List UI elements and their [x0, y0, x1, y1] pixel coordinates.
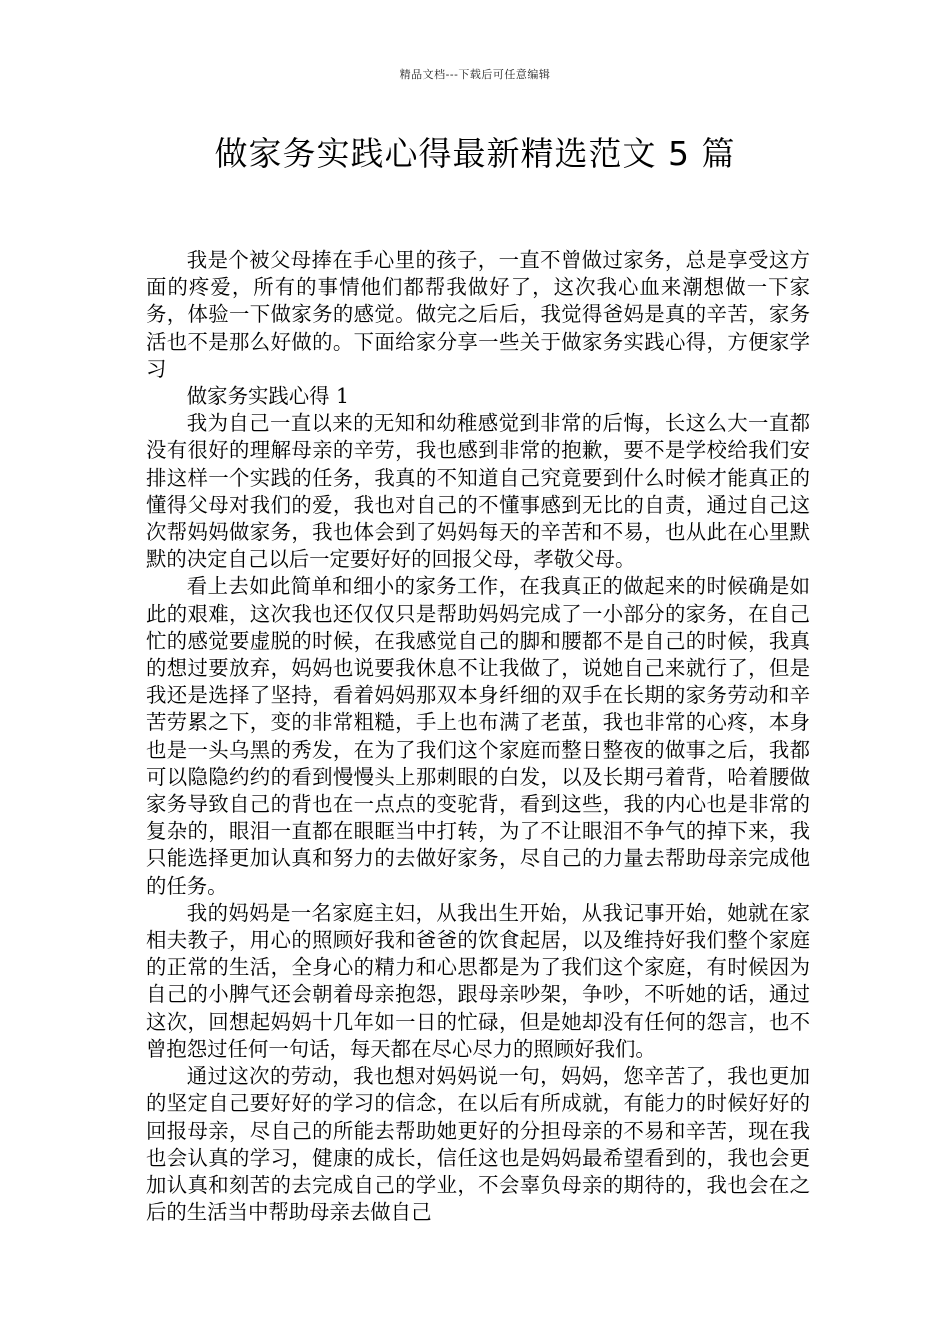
body-paragraph: 我为自己一直以来的无知和幼稚感觉到非常的后悔，长这么大一直都没有很好的理解母亲的辛劳，我也感到非常的抱歉，要不是学校给我们安排这样一个实践的任务，我真的不知道自己究竟要到什么时候才能真正的懂得父母对我们的爱，我也对自己的不懂事感到无比的自责，通过自己这次帮妈妈做家务，我也体会到了妈妈每天的辛苦和不易，也从此在心里默默的决定自己以后一定要好好的回报父母，孝敬父母。	[146, 411, 810, 572]
document-title: 做家务实践心得最新精选范文 5 篇	[214, 134, 736, 173]
body-paragraph: 看上去如此简单和细小的家务工作，在我真正的做起来的时候确是如此的艰难，这次我也还仅仅只是帮助妈妈完成了一小部分的家务，在自己忙的感觉要虚脱的时候，在我感觉自己的脚和腰都不是自己的时候，我真的想过要放弃，妈妈也说要我休息不让我做了，说她自己来就行了，但是我还是选择了坚持，看着妈妈那双本身纤细的双手在长期的家务劳动和辛苦劳累之下，变的非常粗糙，手上也布满了老茧，我也非常的心疼，本身也是一头乌黑的秀发，在为了我们这个家庭而整日整夜的做事之后，我都可以隐隐约约的看到慢慢头上那刺眼的白发，以及长期弓着背，哈着腰做家务导致自己的背也在一点点的变驼背，看到这些，我的内心也是非常的复杂的，眼泪一直都在眼眶当中打转，为了不让眼泪不争气的掉下来，我只能选择更加认真和努力的去做好家务，尽自己的力量去帮助母亲完成他的任务。	[146, 574, 810, 898]
body-paragraph: 通过这次的劳动，我也想对妈妈说一句，妈妈，您辛苦了，我也更加的坚定自己要好好的学习的信念，在以后有所成就，有能力的时候好好的回报母亲，尽自己的所能去帮助她更好的分担母亲的不易和辛苦，现在我也会认真的学习，健康的成长，信任这也是妈妈最希望看到的，我也会更加认真和刻苦的去完成自己的学业，不会辜负母亲的期待的，我也会在之后的生活当中帮助母亲去做自己	[146, 1064, 810, 1225]
page-header: 精品文档---下载后可任意编辑	[399, 68, 551, 81]
body-paragraph: 我的妈妈是一名家庭主妇，从我出生开始，从我记事开始，她就在家相夫教子，用心的照顾好我和爸爸的饮食起居，以及维持好我们整个家庭的正常的生活，全身心的精力和心思都是为了我们这个家庭，有时候因为自己的小脾气还会朝着母亲抱怨，跟母亲吵架，争吵，不听她的话，通过这次，回想起妈妈十几年如一日的忙碌，但是她却没有任何的怨言，也不曾抱怨过任何一句话，每天都在尽心尽力的照顾好我们。	[146, 900, 810, 1061]
intro-paragraph: 我是个被父母捧在手心里的孩子，一直不曾做过家务，总是享受这方面的疼爱，所有的事情他们都帮我做好了，这次我心血来潮想做一下家务，体验一下做家务的感觉。做完之后后，我觉得爸妈是真的辛苦，家务活也不是那么好做的。下面给家分享一些关于做家务实践心得，方便家学习	[146, 248, 810, 381]
section-heading: 做家务实践心得 1	[186, 384, 349, 409]
document-body	[146, 247, 810, 1226]
